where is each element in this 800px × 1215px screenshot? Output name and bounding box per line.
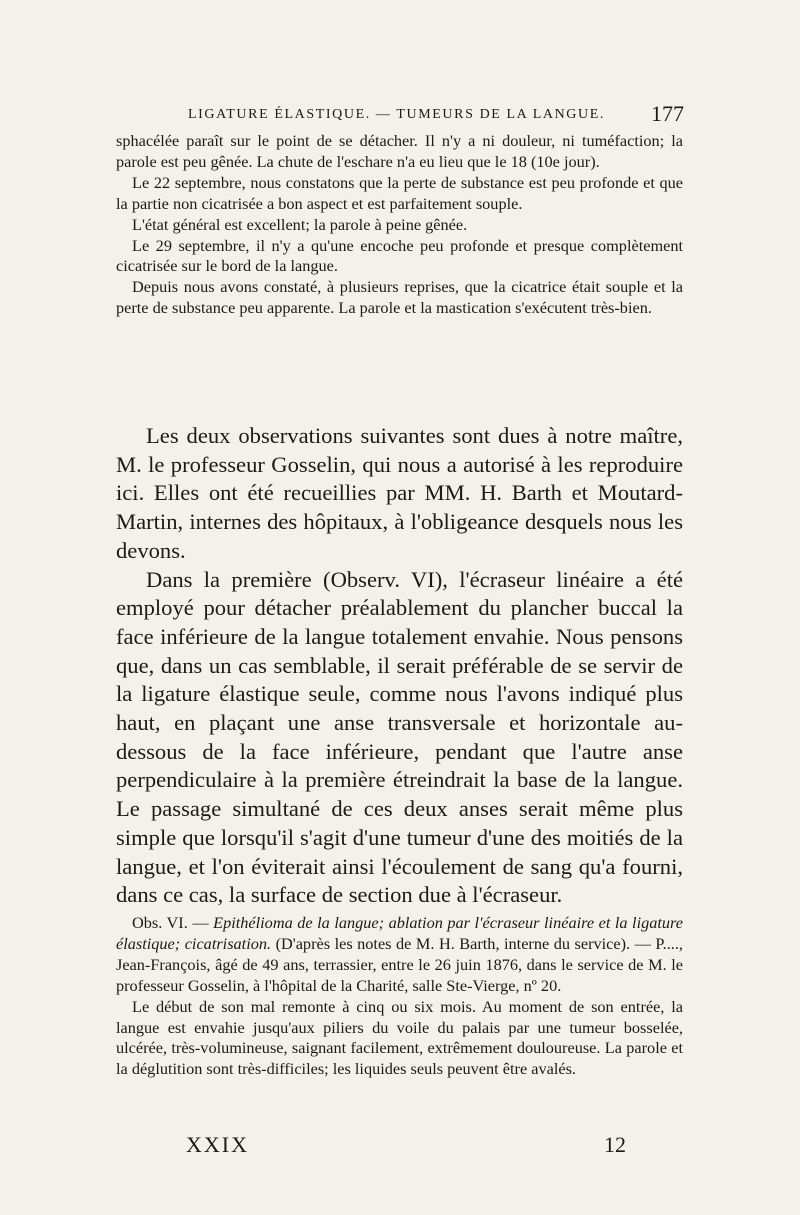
paragraph: Le début de son mal remonte à cinq ou six mois. Au moment de son entrée, la langue est envahie jusqu'aux piliers du voile du palais par une tumeur bosselée, ulcérée, très-volumineuse, saignant facilement, extrêmement douloureuse. La parole et la déglutition sont très-difficiles; les liquides seuls peuvent être avalés. bbox=[116, 996, 683, 1079]
paragraph: Le 22 septembre, nous constatons que la perte de substance est peu profonde et que la partie non cicatrisée a bon aspect et est parfaitement souple. bbox=[116, 172, 683, 213]
sheet-number: 12 bbox=[604, 1132, 626, 1157]
page-footer bbox=[186, 1132, 626, 1162]
paragraph: Le 29 septembre, il n'y a qu'une encoche peu profonde et presque complètement cicatrisée sur le bord de la langue. bbox=[116, 235, 683, 276]
paragraph: sphacélée paraît sur le point de se détacher. Il n'y a ni douleur, ni tuméfaction; la parole est peu gênée. La chute de l'eschare n'a eu lieu que le 18 (10e jour). bbox=[116, 131, 683, 171]
paragraph: Depuis nous avons constaté, à plusieurs reprises, que la cicatrice était souple et la perte de substance peu apparente. La parole et la mastication s'exécutent très-bien. bbox=[116, 277, 683, 318]
signature-mark: XXIX bbox=[186, 1132, 249, 1157]
case-continuation bbox=[116, 131, 683, 319]
page-number: 177 bbox=[651, 101, 684, 126]
observation-title: Epithélioma de la langue; ablation par l'écraseur linéaire et la ligature élastique; cicatrisation. bbox=[116, 913, 684, 953]
observation-vi bbox=[116, 913, 683, 1080]
main-text bbox=[116, 422, 683, 910]
running-head bbox=[118, 103, 684, 133]
observation-label: Obs. VI. bbox=[132, 913, 188, 932]
paragraph: Les deux observations suivantes sont dues à notre maître, M. le professeur Gosselin, qui nous a autorisé à les reproduire ici. Elles ont été recueillies par MM. H. Barth et Moutard-Martin, internes des hôpitaux, à l'obligeance desquels nous les devons. bbox=[116, 423, 683, 563]
paragraph: L'état général est excellent; la parole à peine gênée. bbox=[132, 214, 468, 234]
observation-dash: — bbox=[187, 913, 214, 932]
paragraph: Dans la première (Observ. VI), l'écraseur linéaire a été employé pour détacher préalablement du plancher buccal la face inférieure de la langue totalement envahie. Nous pensons que, dans un cas semblable, il serait préférable de se servir de la ligature élastique seule, comme nous l'avons indiqué plus haut, en plaçant une anse transversale et horizontale au-dessous de la face inférieure, pendant que l'autre anse perpendiculaire à la première étreindrait la base de la langue. Le passage simultané de ces deux anses serait même plus simple que lorsqu'il s'agit d'une tumeur d'une des moitiés de la langue, et l'on éviterait ainsi l'écoulement de sang qu'a fourni, dans ce cas, la surface de section due à l'écraseur. bbox=[116, 566, 683, 908]
observation-details: (D'après les notes de M. H. Barth, interne du service). — P...., Jean-François, âgé de 49 ans, terrassier, entre le 26 juin 1876, dans le service de M. le professeur Gosselin, à l'hôpital de la Charité, salle Ste-Vierge, nº 20. bbox=[116, 933, 683, 995]
running-head-title: LIGATURE ÉLASTIQUE. — TUMEURS DE LA LANGUE. bbox=[188, 107, 605, 122]
